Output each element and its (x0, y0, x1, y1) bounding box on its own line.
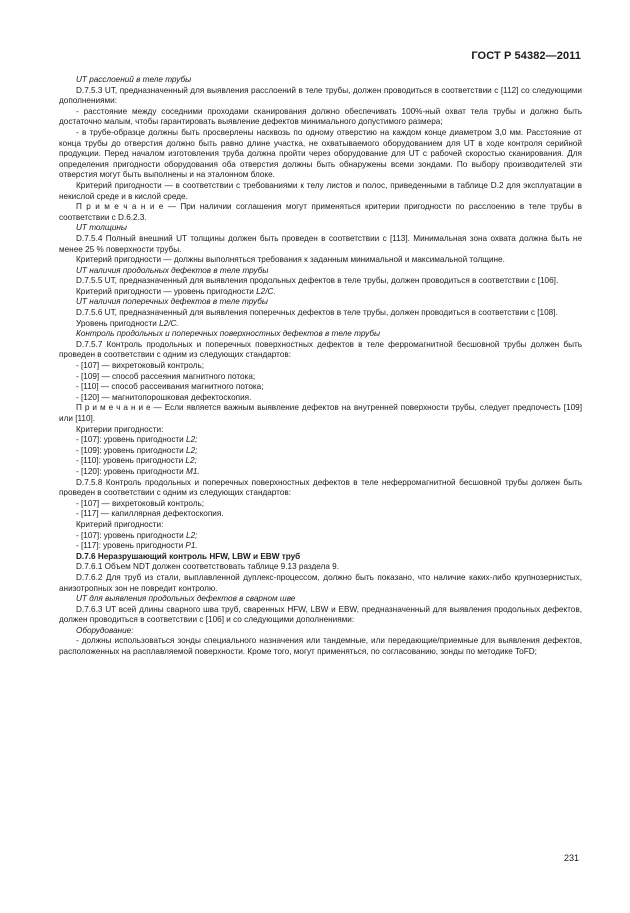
level-value: P1. (185, 541, 198, 551)
list-item: - [107] — вихретоковый контроль; (76, 361, 205, 371)
level-value: L2/C. (159, 318, 179, 328)
text: - [107]: уровень пригодности (76, 435, 187, 445)
document-number: ГОСТ Р 54382—2011 (471, 50, 581, 62)
level-value: L2; (186, 445, 198, 455)
text: - [110]: уровень пригодности (76, 456, 186, 466)
page-content (59, 75, 582, 658)
subheading-ut-weld: UT для выявления продольных дефектов в сварном шве (76, 594, 296, 604)
text: - [120]: уровень пригодности (76, 466, 187, 476)
level-value: L2; (186, 435, 198, 445)
list-item (59, 435, 582, 446)
paragraph: Критерий пригодности — в соответствии с требованиями к телу листов и полос, приведенными в таблице D.2 для эксплуатации в некислой среде и в кислой среде. (59, 180, 582, 201)
list-item: - [110] — способ рассеивания магнитного потока; (76, 382, 264, 392)
level-value: L2; (186, 530, 198, 540)
note: П р и м е ч а н и е — При наличии соглашения могут применяться критерии пригодности по расслоению в теле трубы в соответствии с D.6.2.3. (59, 202, 582, 222)
text: - [109]: уровень пригодности (76, 445, 187, 455)
paragraph (59, 287, 582, 298)
paragraph: D.7.5.6 UT, предназначенный для выявления поперечных дефектов в теле трубы, должен проводиться в соответствии с [108]. (76, 308, 558, 318)
subheading-ut-thickness: UT толщины (76, 223, 127, 233)
subheading-equipment: Оборудование: (76, 625, 134, 635)
list-item (59, 467, 582, 478)
subheading-ut-transverse: UT наличия поперечных дефектов в теле трубы (76, 297, 268, 307)
list-item (59, 541, 582, 552)
list-item: - расстояние между соседними проходами сканирования должно обеспечивать 100%-ный охват тела трубы и должно быть достаточно малым, чтобы гарантировать выявление дефектов минимального допустимого размера; (59, 106, 582, 127)
paragraph (59, 319, 582, 330)
paragraph: D.7.6.1 Объем NDT должен соответствовать таблице 9.13 раздела 9. (76, 562, 339, 572)
paragraph: D.7.5.7 Контроль продольных и поперечных поверхностных дефектов в теле ферромагнитной бесшовной трубы должен быть проведен в соответствии с одним из следующих стандартов: (59, 339, 582, 360)
text: - [107]: уровень пригодности (76, 530, 187, 540)
level-value: L2/C. (256, 286, 276, 296)
list-item (59, 446, 582, 457)
note: П р и м е ч а н и е — Если является важным выявление дефектов на внутренней поверхности трубы, следует предпочесть [109] или [110]. (59, 403, 582, 423)
level-value: M1. (186, 466, 200, 476)
list-item: - [120] — магнитопорошковая дефектоскопия. (76, 392, 252, 402)
list-item (59, 531, 582, 542)
list-item (59, 456, 582, 467)
level-value: L2; (185, 456, 197, 466)
subheading-ut-longitudinal: UT наличия продольных дефектов в теле трубы (76, 265, 269, 275)
subheading-ut-lamination: UT расслоений в теле трубы (76, 75, 192, 84)
paragraph: Критерии пригодности: (76, 424, 164, 434)
paragraph: Критерий пригодности: (76, 519, 164, 529)
subheading-surface-defects: Контроль продольных и поперечных поверхностных дефектов в теле трубы (76, 329, 381, 339)
paragraph: D.7.6.3 UT всей длины сварного шва труб, сваренных HFW, LBW и EBW, предназначенный для выявления продольных дефектов, должен проводиться в соответствии с [106] и со следующими дополнениями: (59, 604, 582, 625)
list-item: - [117] — капиллярная дефектоскопия. (76, 509, 224, 519)
paragraph: Критерий пригодности — должны выполняться требования к заданным минимальной и максимальной толщине. (76, 255, 505, 265)
page-number: 231 (563, 853, 579, 863)
text: - [117]: уровень пригодности (76, 541, 186, 551)
paragraph: D.7.5.3 UT, предназначенный для выявления расслоений в теле трубы, должен проводиться в соответствии с [112] со следующими дополнениями: (59, 85, 582, 106)
list-item: - должны использоваться зонды специального назначения или тандемные, или передающие/приемные для выявления дефектов, расположенных на расплавляемой поверхности. Кроме того, могут применяться, по согласованию, зонды по методике ToFD; (59, 636, 582, 657)
text: Критерий пригодности — уровень пригодности (76, 286, 257, 296)
paragraph: D.7.5.4 Полный внешний UT толщины должен быть проведен в соответствии с [113]. Минимальная зона охвата должна быть не менее 25 % поверхности трубы. (59, 233, 582, 254)
list-item: - в трубе-образце должны быть просверлены насквозь по одному отверстию на каждом конце диаметром 3,0 мм. Расстояние от конца трубы до отверстия должно быть равно длине участка, не охватываемого оборудованием для UT в ходе контроля серийной продукции. Перед началом изготовления труба должна пройти через оборудование для UT с рабочей скоростью сканирования. Для определения пригодности оборудования оба отверстия должны быть обнаружены всеми зондами. По выбору производителей эти отверстия могут быть выполнены и на эталонном блоке. (59, 127, 582, 180)
list-item: - [109] — способ рассеяния магнитного потока; (76, 371, 256, 381)
list-item: - [107] — вихретоковый контроль; (76, 498, 205, 508)
section-heading-d76: D.7.6 Неразрушающий контроль HFW, LBW и EBW труб (76, 551, 301, 561)
paragraph: D.7.5.8 Контроль продольных и поперечных поверхностных дефектов в теле неферромагнитной бесшовной трубы должен быть проведен в соответствии с одним из следующих стандартов: (59, 477, 582, 498)
paragraph: D.7.6.2 Для труб из стали, выплавленной дуплекс-процессом, должно быть показано, что наличие каких-либо крупнозернистых, анизотропных зон не повредит контролю. (59, 572, 582, 593)
paragraph: D.7.5.5 UT, предназначенный для выявления продольных дефектов в теле трубы, должен проводиться в соответствии с [106]. (76, 276, 559, 286)
text: Уровень пригодности (76, 318, 160, 328)
